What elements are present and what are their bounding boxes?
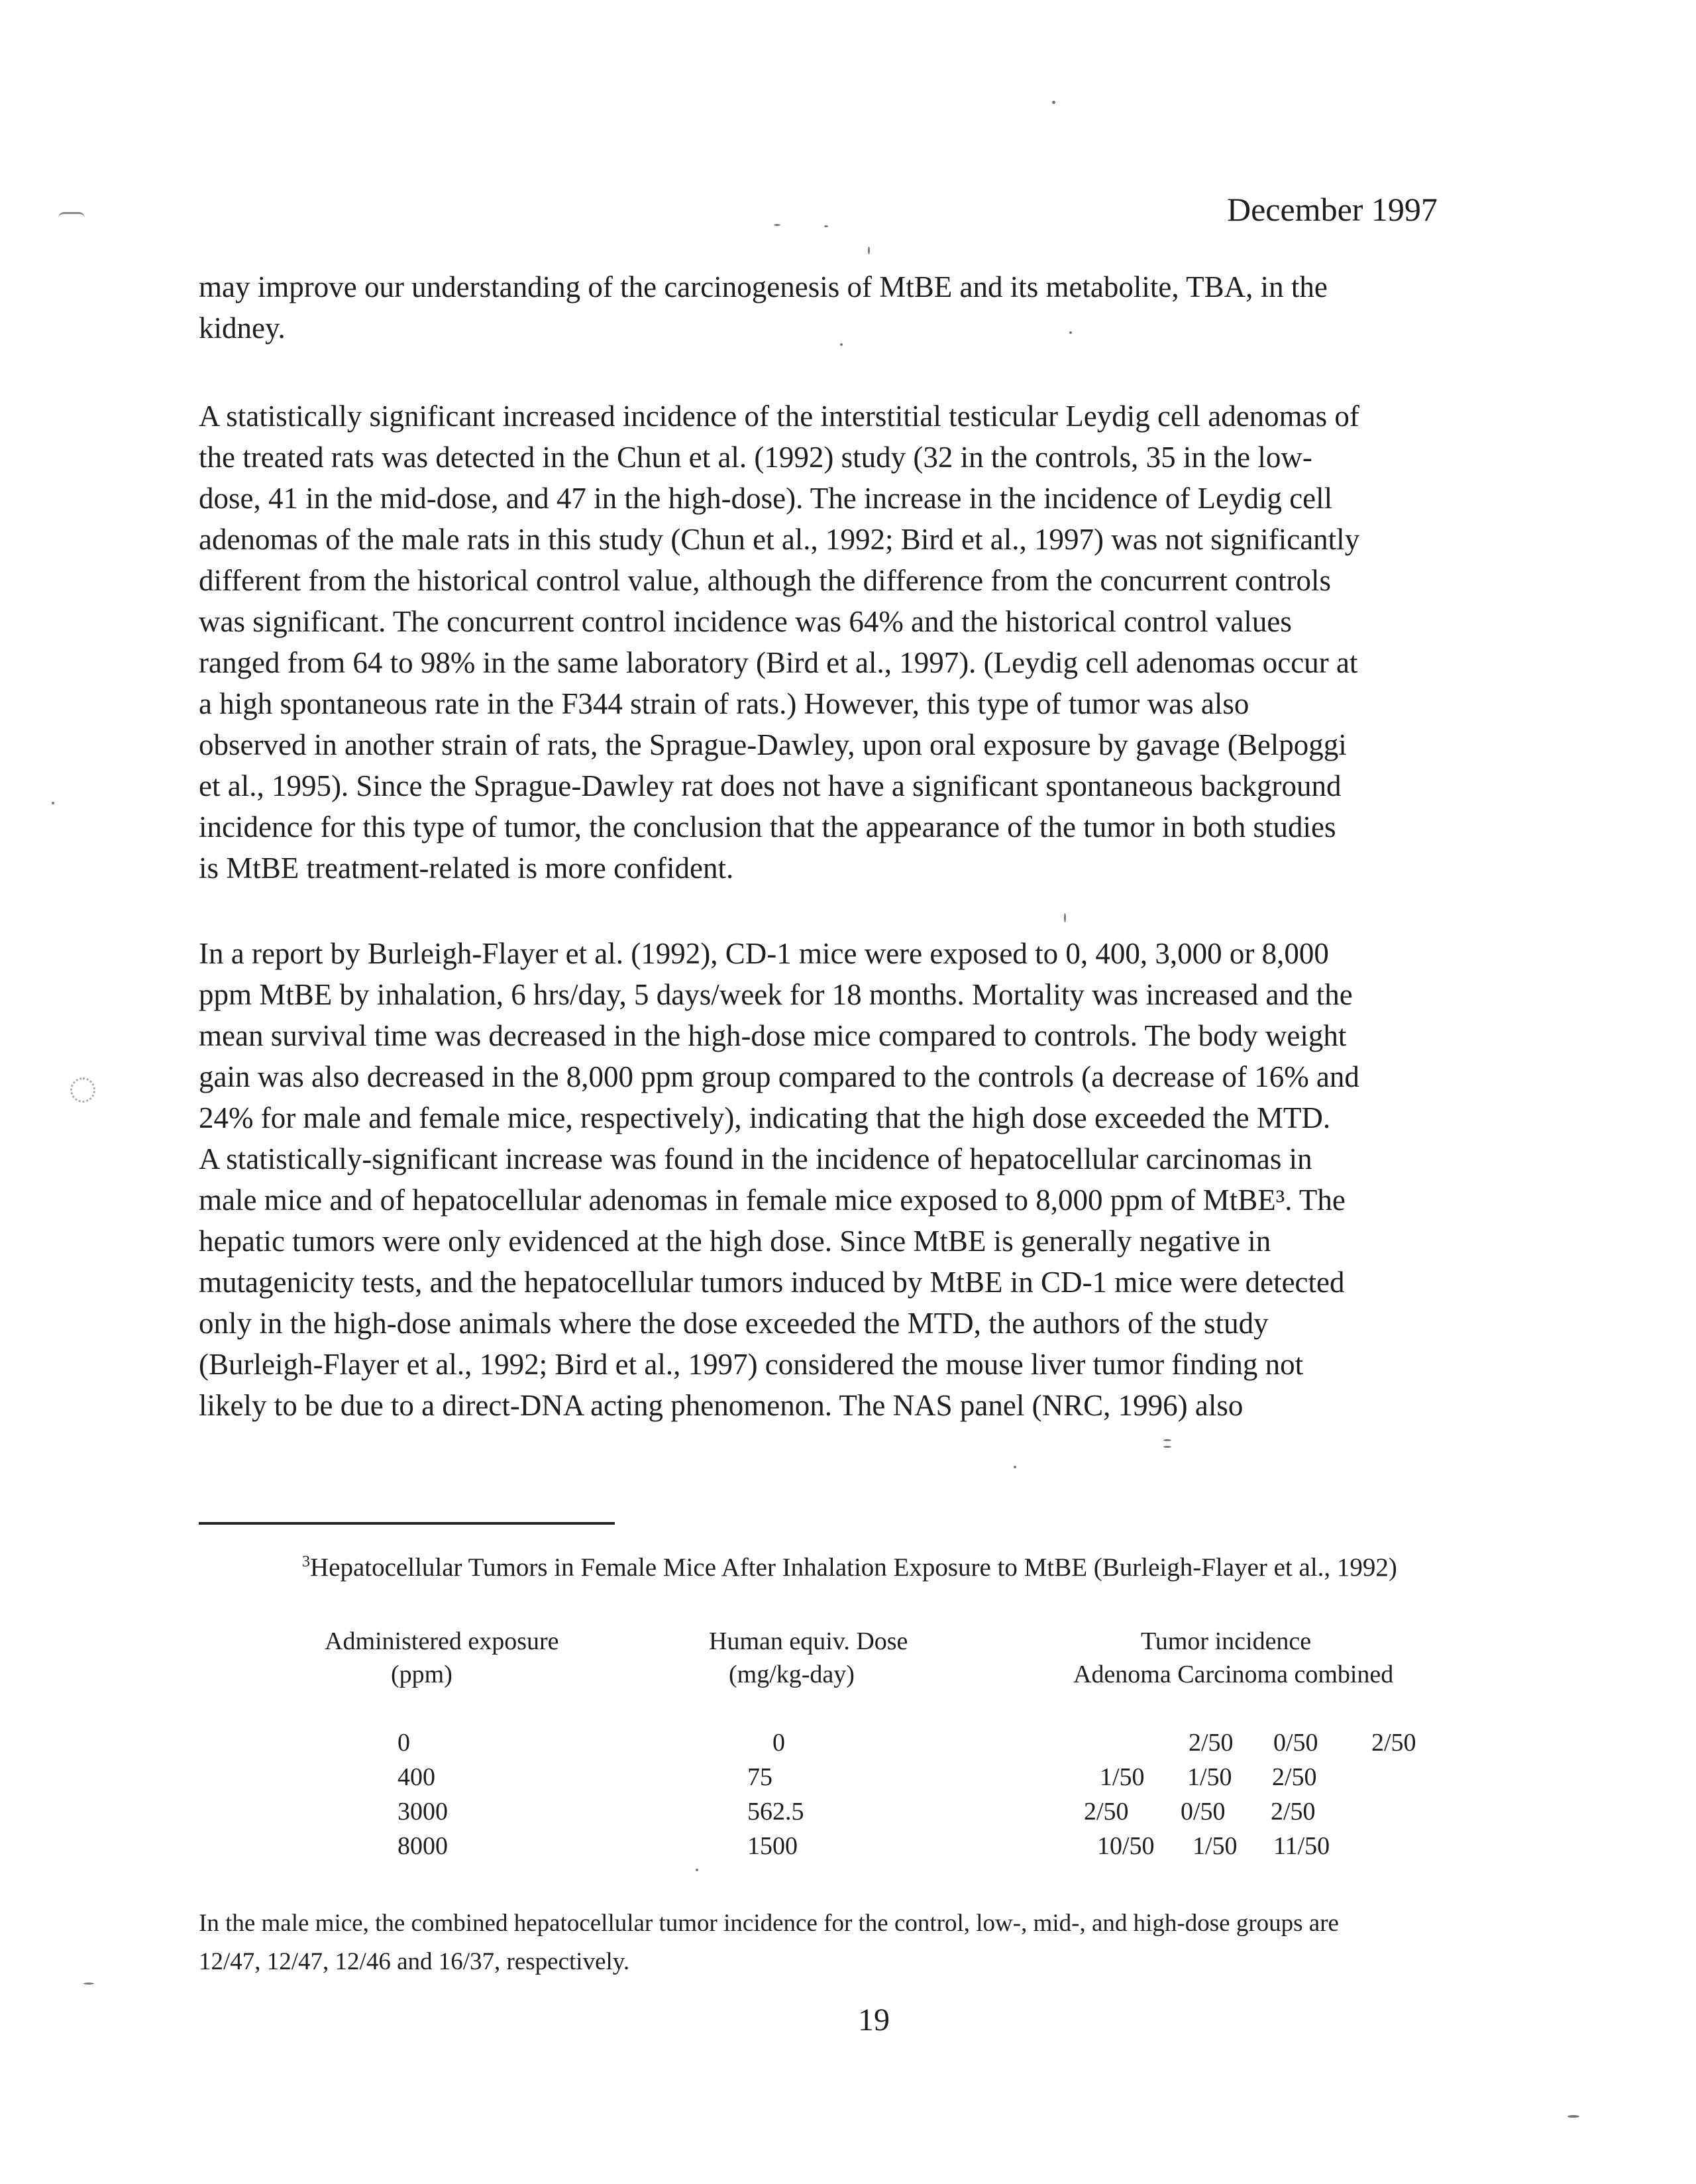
text-line: ppm MtBE by inhalation, 6 hrs/day, 5 days/week for 18 months. Mortality was increased and the: [199, 978, 1353, 1011]
paragraph-1: [199, 266, 1524, 349]
header-dose-unit: (mg/kg-day): [729, 1661, 855, 1688]
paragraph-2: [199, 396, 1524, 889]
text-line: hepatic tumors were only evidenced at the high dose. Since MtBE is generally negative in: [199, 1225, 1271, 1258]
scan-artifact: [52, 802, 54, 804]
scan-artifact: [1069, 331, 1072, 334]
table-cell-adenoma: 2/50: [1189, 1729, 1234, 1757]
header-incidence-types: Adenoma Carcinoma combined: [1073, 1661, 1394, 1688]
header-dose: Human equiv. Dose: [709, 1627, 908, 1655]
text-line: incidence for this type of tumor, the conclusion that the appearance of the tumor in both studies: [199, 810, 1336, 844]
text-line: gain was also decreased in the 8,000 ppm group compared to the controls (a decrease of 16% and: [199, 1060, 1359, 1093]
text-line: likely to be due to a direct-DNA acting phenomenon. The NAS panel (NRC, 1996) also: [199, 1389, 1244, 1422]
table-cell-combined: 2/50: [1271, 1798, 1316, 1826]
text-line: In a report by Burleigh-Flayer et al. (1992), CD-1 mice were exposed to 0, 400, 3,000 or 8,000: [199, 937, 1329, 970]
scan-artifact: [840, 343, 843, 346]
footnote-divider: [199, 1522, 615, 1525]
table-cell-carcinoma: 1/50: [1192, 1832, 1238, 1860]
table-cell-adenoma: 10/50: [1097, 1832, 1155, 1860]
table-cell-adenoma: 1/50: [1100, 1763, 1145, 1791]
table-cell-exposure: 0: [398, 1729, 410, 1757]
text-line: is MtBE treatment-related is more confident.: [199, 851, 734, 885]
scan-artifact: [1014, 1466, 1016, 1468]
paragraph-3: [199, 933, 1524, 1426]
footnote-note-line: In the male mice, the combined hepatocellular tumor incidence for the control, low-, mid-, and high-dose groups are: [199, 1910, 1339, 1937]
scan-artifact: [824, 225, 828, 227]
header-date: December 1997: [1227, 191, 1438, 228]
table-cell-exposure: 3000: [398, 1798, 448, 1826]
text-line: 24% for male and female mice, respectively), indicating that the high dose exceeded the MTD.: [199, 1101, 1331, 1134]
table-cell-exposure: 400: [398, 1763, 435, 1791]
table-cell-adenoma: 2/50: [1084, 1798, 1129, 1826]
footnote-marker: 3: [302, 1553, 310, 1570]
text-line: et al., 1995). Since the Sprague-Dawley rat does not have a significant spontaneous background: [199, 769, 1342, 802]
text-line: observed in another strain of rats, the Sprague-Dawley, upon oral exposure by gavage (Belpoggi: [199, 728, 1347, 761]
text-line: was significant. The concurrent control incidence was 64% and the historical control values: [199, 605, 1292, 638]
header-exposure: Administered exposure: [325, 1627, 559, 1655]
footnote-note: [199, 1904, 1564, 1981]
footnote-title: [302, 1552, 1397, 1584]
text-line: dose, 41 in the mid-dose, and 47 in the high-dose). The increase in the incidence of Leydig cell: [199, 482, 1333, 515]
table-cell-combined: 2/50: [1371, 1729, 1416, 1757]
header-exposure-unit: (ppm): [391, 1661, 452, 1688]
scan-artifact: [1567, 2115, 1579, 2118]
table-cell-combined: 11/50: [1273, 1832, 1330, 1860]
text-line: ranged from 64 to 98% in the same laboratory (Bird et al., 1997). (Leydig cell adenomas occur at: [199, 646, 1358, 679]
table-cell-carcinoma: 0/50: [1273, 1729, 1318, 1757]
scan-artifact: [1064, 913, 1066, 922]
text-line: the treated rats was detected in the Chun et al. (1992) study (32 in the controls, 35 in the low-: [199, 441, 1312, 474]
scan-artifact: [868, 246, 870, 254]
text-line: male mice and of hepatocellular adenomas in female mice exposed to 8,000 ppm of MtBE³. The: [199, 1183, 1346, 1217]
text-line: A statistically significant increased incidence of the interstitial testicular Leydig cell adenomas of: [199, 400, 1359, 433]
text-line: mutagenicity tests, and the hepatocellular tumors induced by MtBE in CD-1 mice were detected: [199, 1266, 1345, 1299]
scan-artifact: [58, 212, 85, 218]
scan-artifact: [70, 1077, 95, 1103]
text-line: may improve our understanding of the carcinogenesis of MtBE and its metabolite, TBA, in the: [199, 270, 1328, 303]
text-line: a high spontaneous rate in the F344 strain of rats.) However, this type of tumor was also: [199, 687, 1249, 720]
table-cell-carcinoma: 0/50: [1181, 1798, 1226, 1826]
table-cell-dose: 75: [747, 1763, 772, 1791]
text-line: different from the historical control value, although the difference from the concurrent controls: [199, 564, 1331, 597]
footnote-title-text: Hepatocellular Tumors in Female Mice After Inhalation Exposure to MtBE (Burleigh-Flayer et al., 1992): [310, 1553, 1397, 1582]
text-line: (Burleigh-Flayer et al., 1992; Bird et al., 1997) considered the mouse liver tumor finding not: [199, 1348, 1304, 1381]
footnote-note-line: 12/47, 12/47, 12/46 and 16/37, respectively.: [199, 1948, 630, 1975]
scan-artifact: [83, 1983, 94, 1985]
scan-artifact: [1163, 1446, 1171, 1448]
table-cell-carcinoma: 1/50: [1187, 1763, 1232, 1791]
table-cell-dose: 562.5: [747, 1798, 804, 1826]
text-line: only in the high-dose animals where the dose exceeded the MTD, the authors of the study: [199, 1307, 1269, 1340]
scan-artifact: [1052, 101, 1055, 104]
text-line: A statistically-significant increase was found in the incidence of hepatocellular carcinomas in: [199, 1142, 1312, 1175]
scan-artifact: [1163, 1439, 1171, 1441]
scan-artifact: [696, 1869, 698, 1871]
page-number: 19: [858, 2002, 890, 2038]
table-cell-dose: 0: [772, 1729, 785, 1757]
text-line: mean survival time was decreased in the high-dose mice compared to controls. The body weight: [199, 1019, 1347, 1052]
table-cell-dose: 1500: [747, 1832, 798, 1860]
table-cell-combined: 2/50: [1272, 1763, 1317, 1791]
scan-artifact: [774, 224, 780, 226]
text-line: adenomas of the male rats in this study (Chun et al., 1992; Bird et al., 1997) was not significantly: [199, 523, 1360, 556]
header-incidence: Tumor incidence: [1141, 1627, 1312, 1655]
table-cell-exposure: 8000: [398, 1832, 448, 1860]
text-line: kidney.: [199, 311, 286, 345]
